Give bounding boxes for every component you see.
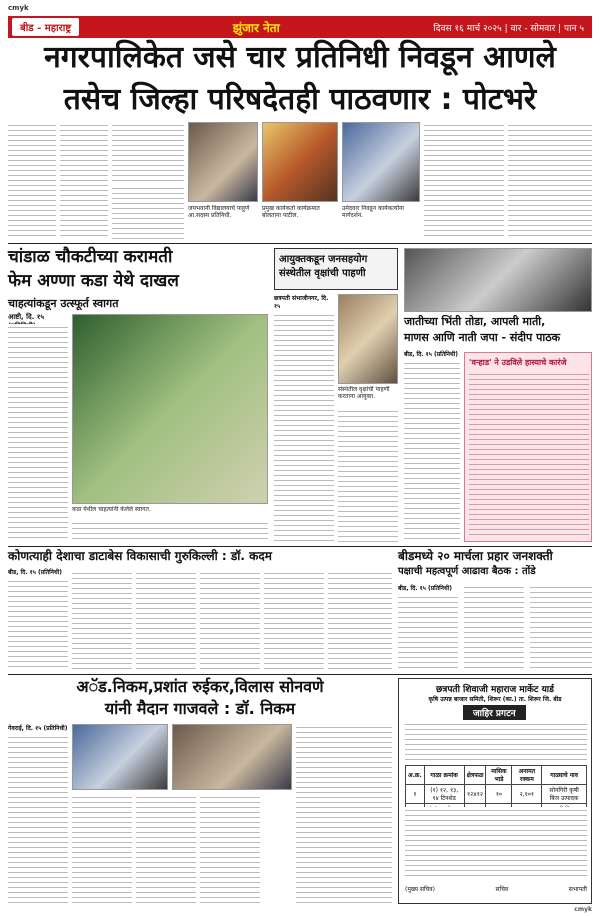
story3-photo [338, 294, 398, 384]
story6-headline-line1: बीडमध्ये २० मार्चला प्रहार जनशक्ती [398, 549, 553, 563]
date-line: दिवस १६ मार्च २०२५ | वार - सोमवार | पान ५ [433, 23, 584, 34]
story5-text-col-6 [328, 570, 392, 670]
lead-text-col-1 [8, 122, 56, 240]
notice-th: गाळा क्रमांक [424, 766, 464, 785]
story5-text-col-3 [136, 570, 196, 670]
story3-text-col-2 [338, 408, 398, 542]
story4-pink-text [469, 371, 589, 537]
notice-sub: कृषि उत्पन्न बाजार समिती, शिरूर (का.) ता. शिरूर जि. बीड [428, 696, 562, 703]
footer-note: cmyk [574, 906, 592, 913]
story2-subhead: चाहत्यांकडून उत्स्फूर्त स्वागत [8, 297, 119, 310]
notice-signature: सभापती [568, 886, 587, 893]
notice-cell: सोनगिरी कृषी बिज उत्पादक [542, 785, 587, 804]
story6-text-col-1 [398, 594, 458, 670]
story3-text-col-1 [274, 312, 334, 542]
notice-terms [405, 807, 587, 879]
story2-caption: कडा येथील चाहत्यांनी केलेले स्वागत. [72, 506, 151, 513]
notice-th: अ.क्र. [406, 766, 425, 785]
notice-cell: १० [486, 785, 512, 804]
notice-signature: सचिव [495, 886, 509, 893]
notice-signature: (मुख्य सचिव) [405, 886, 435, 893]
story2-headline-line1: चांडाळ चौकटीच्या करामती [8, 247, 173, 267]
story7-text-col-3 [136, 794, 196, 904]
lead-text-col-3 [112, 122, 184, 182]
story2-photo [72, 314, 268, 504]
story7-headline-line2: यांनी मैदान गाजवले : डॉ. निकम [104, 699, 296, 718]
lead-caption-2: प्रमुख कार्यकर्ता कार्यक्रमात बोलताना पाटील. [262, 205, 320, 220]
divider-2 [8, 546, 592, 547]
story7-text-col-6 [296, 724, 392, 904]
story3-headline: आयुक्तकडून जनसहयोग संस्थेतील वृक्षांची पाहणी [274, 248, 398, 290]
lead-caption-3: उमेदवार निवडून कार्यकर्त्यांना मार्गदर्शन. [342, 205, 404, 220]
story5-text-col-2 [72, 570, 132, 670]
story5-byline: बीड, दि. १५ (प्रतिनिधी) [8, 569, 62, 576]
story7-text-col-2 [72, 794, 132, 904]
story7-text-col-4 [200, 794, 260, 904]
notice-th: गाळ्याचे नाव [542, 766, 587, 785]
notice-cell: १२x१२ [464, 785, 486, 804]
lead-text-col-6 [508, 122, 592, 240]
story5-text-col-1 [8, 578, 68, 670]
story3-caption: संस्थेतील वृक्षांची पाहणी करताना आयुक्त. [338, 386, 390, 401]
notice-th: क्षेत्रफळ [464, 766, 486, 785]
story4-headline-line1: जातीच्या भिंती तोडा, आपली माती, [404, 315, 546, 328]
story7-headline-line1: अॅड.निकम,प्रशांत रुईकर,विलास सोनवणे [76, 677, 324, 696]
notice-th: अनामत रक्कम [512, 766, 542, 785]
story4-text-col-1 [404, 360, 460, 542]
story3-byline: छत्रपती संभाजीनगर, दि. १५ [274, 295, 329, 310]
story6-headline-line2: पक्षाची महत्वपूर्ण आढावा बैठक : तोंडे [398, 566, 536, 577]
public-notice [398, 678, 592, 904]
story4-pink-title: 'वऱ्हाड' ने उडविले हास्याचे कारंजे [469, 358, 567, 367]
notice-cell: (१) १२, १३, १४ टिनशेड [424, 785, 464, 804]
lead-headline-line1: नगरपालिकेत जसे चार प्रतिनिधी निवडून आणले [44, 40, 556, 75]
story6-text-col-3 [530, 584, 592, 670]
masthead [8, 4, 592, 16]
story4-pink-box [464, 352, 592, 542]
notice-office: छत्रपती शिवाजी महाराज मार्केट यार्ड [436, 685, 554, 695]
story6-byline: बीड, दि. १५ (प्रतिनिधी) [398, 585, 452, 592]
story5-headline: कोणत्याही देशाचा डाटाबेस विकासाची गुरुकिल्ली : डॉ. कदम [8, 549, 272, 563]
notice-cell: १ [406, 785, 425, 804]
notice-signatures [405, 885, 587, 893]
table-row [406, 785, 587, 804]
story2-text-col-2 [72, 520, 268, 542]
story7-byline: गेवराई, दि. १५ (प्रतिनिधी) [8, 725, 68, 732]
story7-text-col-1 [8, 734, 68, 904]
page-footer [8, 906, 592, 914]
notice-tag: जाहिर प्रगटन [463, 705, 526, 720]
lead-text-col-2 [60, 122, 108, 240]
story5-text-col-5 [264, 570, 324, 670]
section-label: बीड - महाराष्ट्र [12, 18, 79, 36]
story2-byline: आष्टी, दि. १५ [8, 313, 45, 321]
lead-photo-1 [188, 122, 258, 202]
story7-photo-1 [72, 724, 168, 790]
story4-headline-line2: माणस आणि नाती जपा - संदीप पाठक [404, 331, 561, 344]
story7-photo-2 [172, 724, 292, 790]
story2-headline-line2: फेम अण्णा कडा येथे दाखल [8, 271, 179, 291]
masthead-logo: cmyk [8, 4, 29, 12]
notice-cell: २,१०१ [512, 785, 542, 804]
notice-body [405, 721, 587, 761]
story5-text-col-4 [200, 570, 260, 670]
lead-headline-line2: तसेच जिल्हा परिषदेतही पाठवणार : पोटभरे [63, 82, 537, 117]
page-header [8, 16, 592, 38]
story2-text-col-1 [8, 324, 68, 542]
divider-3 [8, 674, 592, 675]
lead-text-col-4 [112, 185, 184, 240]
story4-byline: बीड, दि. १५ (प्रतिनिधी) [404, 351, 458, 358]
notice-th: मासिक भाडे [486, 766, 512, 785]
lead-text-col-5 [424, 122, 504, 240]
newspaper-brand: झुंजार नेता [232, 20, 280, 35]
story6-text-col-2 [464, 584, 524, 670]
divider-1 [8, 243, 592, 244]
lead-photo-3 [342, 122, 420, 202]
story4-photo [404, 248, 592, 312]
lead-photo-2 [262, 122, 338, 202]
lead-caption-1: जयभवानी विद्यालयाचे पाहुणे आ.सदस्य प्रतिनिधी. [188, 205, 250, 220]
